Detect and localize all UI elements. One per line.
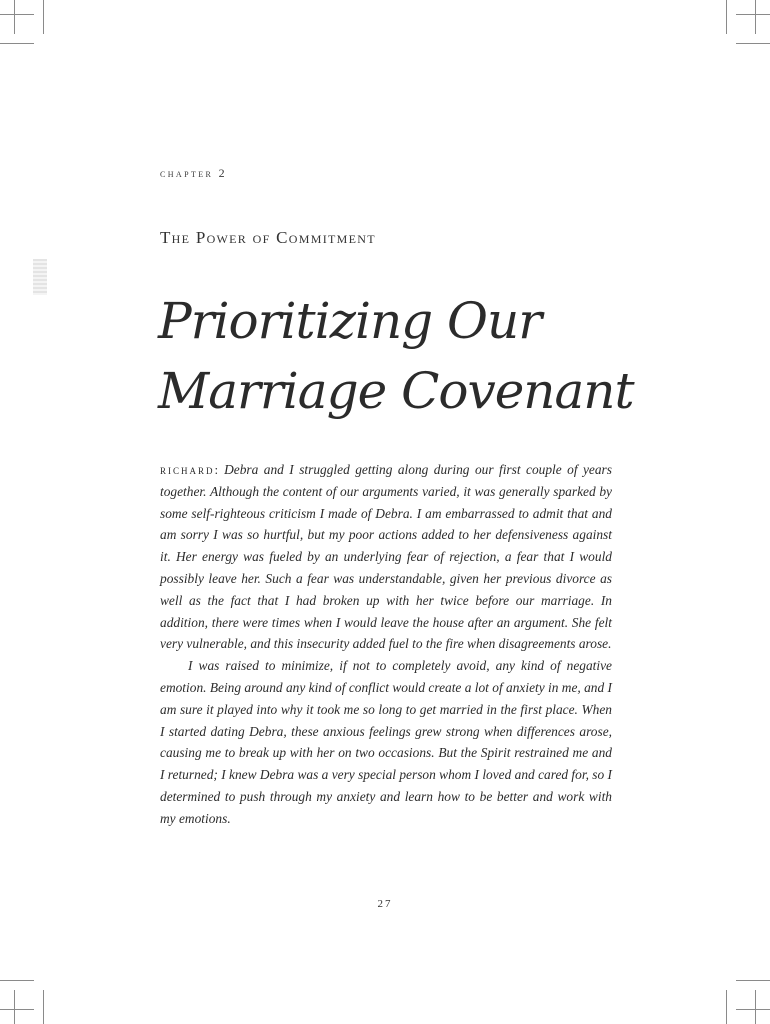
crop-mark-top-left-horizontal [0,14,34,15]
section-heading-line-1: Prioritizing Our [158,292,542,350]
section-heading-line-2: Marriage Covenant [158,362,634,420]
crop-mark-bottom-left-horizontal [0,980,34,981]
crop-mark-bottom-right-horizontal-inner [736,1009,770,1010]
crop-mark-top-right-vertical-inner [755,0,756,34]
crop-mark-bottom-left-vertical [14,990,15,1024]
crop-mark-top-left-vertical [14,0,15,34]
chapter-title: The Power of Commitment [160,228,376,247]
section-heading [158,286,634,426]
paragraph-1-text: Debra and I struggled getting along during our first couple of years together. Although the content of our arguments varied, it was generally sparked by some self-righteous criticism I made of Debra. I am embarrassed to admit that and am sorry I was so hurtful, but my poor actions added to her defensiveness against it. Her energy was fueled by an underlying fear of rejection, a fear that I would possibly leave her. Such a fear was understandable, given her previous divorce as well as the fact that I had broken up with her twice before our marriage. In addition, there were times when I would leave the house after an argument. She felt very vulnerable, and this insecurity added fuel to the fire when disagreements arose. [160,462,612,652]
scan-registration-mark [33,259,47,295]
crop-mark-bottom-right-vertical [726,990,727,1024]
speaker-label: richard: [160,462,221,477]
page-number: 27 [377,898,393,910]
crop-mark-top-right-horizontal-inner [736,43,770,44]
crop-mark-top-right-horizontal [736,14,770,15]
paragraph-1 [160,459,612,655]
paragraph-2: I was raised to minimize, if not to completely avoid, any kind of negative emotion. Being around any kind of conflict would create a lot of anxiety in me, and I am sure it played into why it took me so long to get married in the first place. When I started dating Debra, these anxious feelings grew strong when differences arose, causing me to break up with her on two occasions. But the Spirit restrained me and I returned; I knew Debra was a very special person whom I loved and cared for, so I determined to push through my anxiety and learn how to be better and work with my emotions. [160,658,612,826]
crop-mark-bottom-left-horizontal-inner [0,1009,34,1010]
crop-mark-top-left-vertical-inner [43,0,44,34]
crop-mark-bottom-right-vertical-inner [755,990,756,1024]
crop-mark-top-right-vertical [726,0,727,34]
chapter-label: chapter 2 [160,166,228,180]
crop-mark-top-left-horizontal-inner [0,43,34,44]
body-text [160,459,612,830]
crop-mark-bottom-left-vertical-inner [43,990,44,1024]
crop-mark-bottom-right-horizontal [736,980,770,981]
